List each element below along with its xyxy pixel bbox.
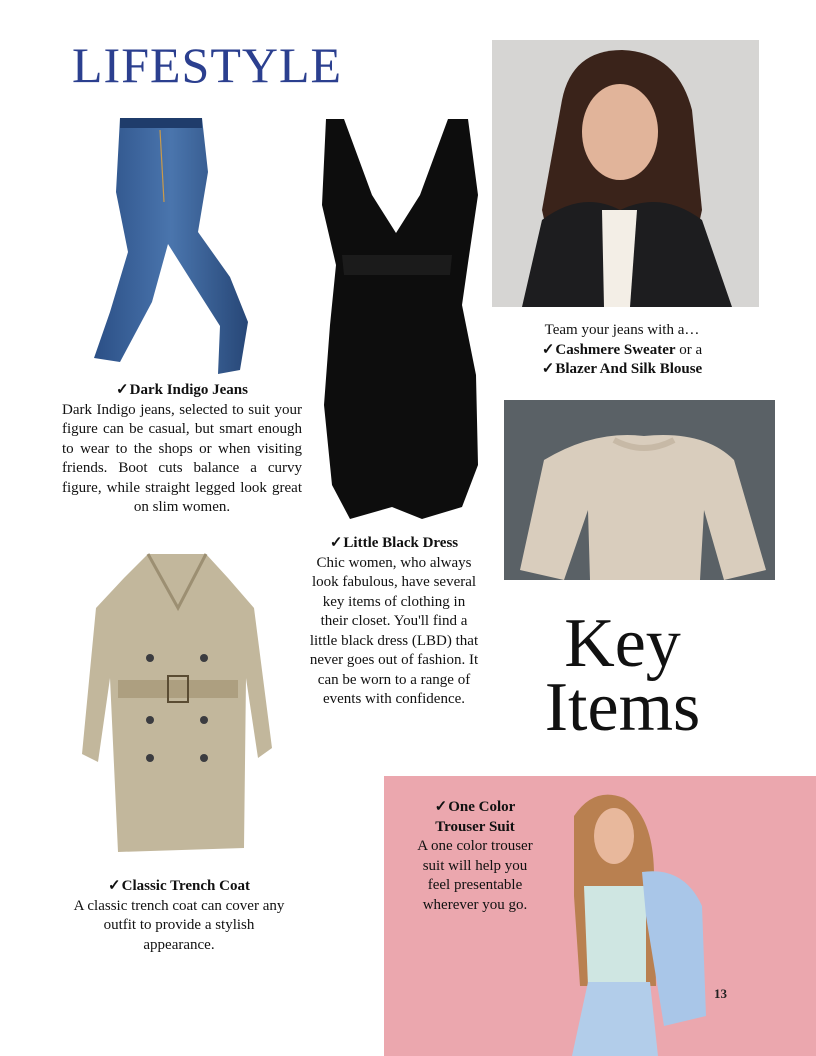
headline-line1: Key <box>564 605 681 682</box>
jeans-image <box>80 112 270 377</box>
team-item-blazer: ✓Blazer And Silk Blouse <box>541 361 703 377</box>
suit-title-line2: Trouser Suit <box>435 818 515 835</box>
checkmark-icon: ✓ <box>116 382 129 398</box>
trench-heading <box>72 877 286 897</box>
trench-caption <box>72 877 286 955</box>
dress-heading <box>308 534 480 554</box>
key-items-headline <box>515 605 730 746</box>
suit-caption <box>406 798 544 915</box>
trench-title: Classic Trench Coat <box>121 878 250 894</box>
trench-coat-image <box>78 548 276 858</box>
checkmark-icon: ✓ <box>434 799 448 815</box>
jeans-caption <box>62 381 302 518</box>
checkmark-icon: ✓ <box>329 535 343 551</box>
cashmere-sweater-photo <box>504 400 775 580</box>
dress-caption <box>308 534 480 710</box>
checkmark-icon: ✓ <box>541 341 555 358</box>
suit-description: A one color trouser suit will help you feel presentable wherever you go. <box>417 838 533 913</box>
dress-title: Little Black Dress <box>343 535 459 551</box>
headline-line2: Items <box>544 669 701 746</box>
team-item-sweater: ✓Cashmere Sweater or a <box>541 341 703 358</box>
page-number: 13 <box>714 986 727 1001</box>
black-dress-image <box>312 115 482 525</box>
team-intro: Team your jeans with a… <box>544 322 700 338</box>
checkmark-icon: ✓ <box>541 361 555 377</box>
jeans-title: Dark Indigo Jeans <box>129 382 248 398</box>
jeans-heading <box>62 381 302 401</box>
trouser-suit-photo <box>384 776 816 1056</box>
jeans-description: Dark Indigo jeans, selected to suit your figure can be casual, but smart enough to wear to the shops or when visiting friends. Boot cuts balance a curvy figure, while straight legged look great on slim women. <box>62 401 302 515</box>
dress-description: Chic women, who always look fabulous, have several key items of clothing in their closet. You'll find a little black dress (LBD) that never goes out of fashion. It can be worn to a range of events with confidence. <box>309 554 479 707</box>
team-caption <box>502 321 742 380</box>
blazer-woman-photo <box>492 40 759 307</box>
section-title: LIFESTYLE <box>72 37 343 93</box>
checkmark-icon: ✓ <box>108 878 121 894</box>
suit-heading: ✓One Color <box>434 799 516 815</box>
trench-description: A classic trench coat can cover any outfit to provide a stylish appearance. <box>73 897 285 953</box>
